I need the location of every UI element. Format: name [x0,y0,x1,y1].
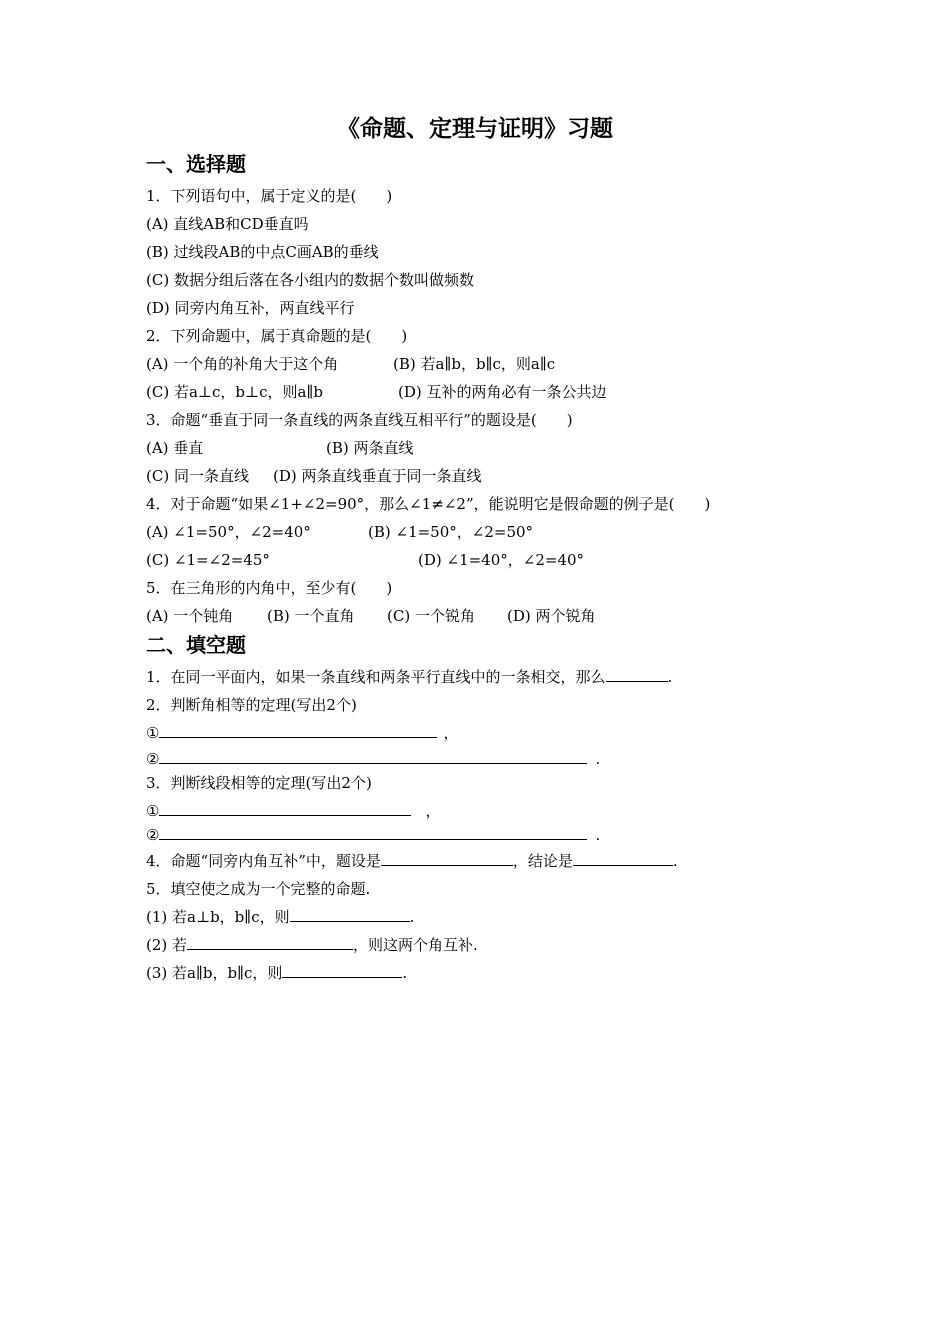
q4-option-d: (D) ∠1=40°，∠2=40° [418,551,585,569]
fill-5-sub-1-pre: (1) 若a⊥b，b∥c，则 [146,908,290,926]
fill-4-blank-conclusion[interactable] [573,851,673,866]
fill-4-pre: 4．命题“同旁内角互补”中，题设是 [146,852,381,870]
q1-option-b: (B) 过线段AB的中点C画AB的垂线 [146,243,379,261]
fill-3-comma: ， [425,802,441,820]
fill-5-sub-1 [146,906,414,928]
fill-4-mid: ，结论是 [512,852,573,870]
fill-5-sub-3-pre: (3) 若a∥b，b∥c，则 [146,964,283,982]
fill-2-stem: 2．判断角相等的定理(写出2个) [146,696,357,714]
fill-3-blank-2[interactable] [159,825,587,840]
fill-2-blank-2[interactable] [159,749,587,764]
q4-option-b: (B) ∠1=50°，∠2=50° [368,523,534,541]
q5-option-b: (B) 一个直角 [267,607,355,625]
fill-3-line-1 [146,800,440,822]
fill-5-sub-2-pre: (2) 若 [146,936,188,954]
fill-5-sub-2-blank[interactable] [187,935,353,950]
fill-3-marker-2: ② [146,826,160,844]
fill-2-line-1 [146,722,458,744]
fill-1 [146,666,672,688]
q4-option-a: (A) ∠1=50°，∠2=40° [146,523,311,541]
fill-5-sub-3-end: . [402,964,408,982]
q3-stem: 3．命题“垂直于同一条直线的两条直线互相平行”的题设是( ) [146,411,573,429]
fill-5-sub-3-blank[interactable] [282,963,402,978]
fill-1-end: . [667,668,673,686]
fill-2-marker-1: ① [146,724,160,742]
q3-option-d: (D) 两条直线垂直于同一条直线 [273,467,482,485]
page-title: 《命题、定理与证明》习题 [337,116,613,142]
fill-1-text: 1．在同一平面内，如果一条直线和两条平行直线中的一条相交，那么 [146,668,606,686]
section-heading-fill: 二、填空题 [146,633,246,657]
q3-option-a: (A) 垂直 [146,439,204,457]
fill-3-stem: 3．判断线段相等的定理(写出2个) [146,774,372,792]
fill-5-sub-1-blank[interactable] [290,907,410,922]
q3-option-b: (B) 两条直线 [326,439,414,457]
q5-option-a: (A) 一个钝角 [146,607,234,625]
q5-option-c: (C) 一个锐角 [387,607,475,625]
q1-stem: 1．下列语句中，属于定义的是( ) [146,187,393,205]
q2-option-b: (B) 若a∥b，b∥c，则a∥c [393,355,556,373]
q1-option-d: (D) 同旁内角互补，两直线平行 [146,299,355,317]
section-heading-choice: 一、选择题 [146,152,246,176]
q1-option-c: (C) 数据分组后落在各小组内的数据个数叫做频数 [146,271,474,289]
fill-1-blank[interactable] [606,667,668,682]
fill-3-period: . [595,826,601,844]
fill-2-blank-1[interactable] [159,723,437,738]
fill-2-marker-2: ② [146,750,160,768]
fill-3-blank-1[interactable] [159,801,411,816]
fill-4-blank-premise[interactable] [381,851,513,866]
fill-2-line-2 [146,748,600,770]
fill-2-comma: ， [443,724,459,742]
q2-stem: 2．下列命题中，属于真命题的是( ) [146,327,408,345]
q4-stem: 4．对于命题“如果∠1+∠2=90°，那么∠1≠∠2”，能说明它是假命题的例子是( ) [146,495,711,513]
q3-option-c: (C) 同一条直线 [146,467,249,485]
fill-4-end: . [672,852,678,870]
fill-5-stem: 5．填空使之成为一个完整的命题. [146,880,371,898]
fill-5-sub-2 [146,934,478,956]
q2-option-d: (D) 互补的两角必有一条公共边 [398,383,607,401]
q4-option-c: (C) ∠1=∠2=45° [146,551,270,569]
fill-4 [146,850,678,872]
fill-2-period: . [595,750,601,768]
q2-option-c: (C) 若a⊥c，b⊥c，则a∥b [146,383,323,401]
q1-option-a: (A) 直线AB和CD垂直吗 [146,215,309,233]
fill-5-sub-1-end: . [409,908,415,926]
q5-option-d: (D) 两个锐角 [507,607,596,625]
fill-3-line-2 [146,824,600,846]
fill-5-sub-2-end: ，则这两个角互补. [353,936,478,954]
fill-3-marker-1: ① [146,802,160,820]
q2-option-a: (A) 一个角的补角大于这个角 [146,355,339,373]
fill-5-sub-3 [146,962,407,984]
q5-stem: 5．在三角形的内角中，至少有( ) [146,579,393,597]
